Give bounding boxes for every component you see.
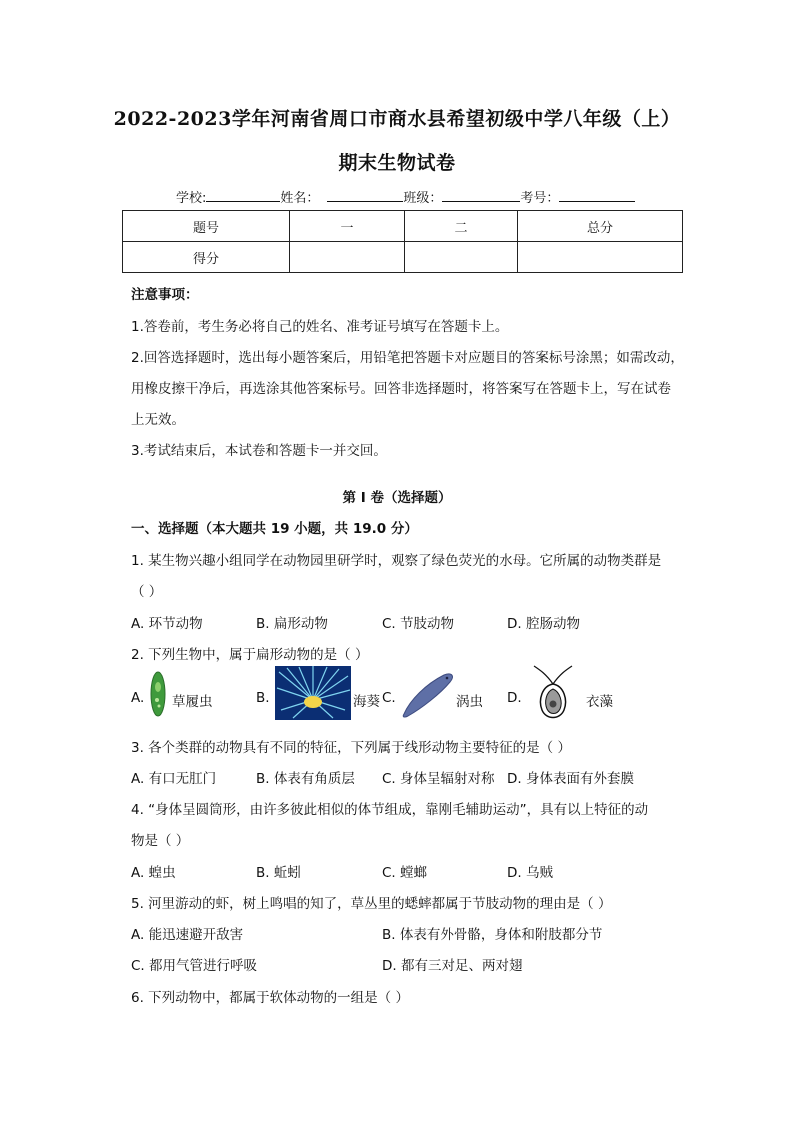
q4-option-d: D. 乌贼 xyxy=(507,865,553,881)
section-heading: 一、选择题（本大题共 19 小题，共 19.0 分） xyxy=(131,521,418,537)
question-2-text: 2. 下列生物中，属于扁形动物的是（ ） xyxy=(131,647,369,663)
q1-option-a: A. 环节动物 xyxy=(131,616,203,632)
exam-title-line1: 2022-2023学年河南省周口市商水县希望初级中学八年级（上） xyxy=(113,108,681,130)
score-header-cell: 二 xyxy=(405,211,518,242)
q1-option-b: B. 扁形动物 xyxy=(256,616,328,632)
score-cell xyxy=(405,242,518,273)
school-blank[interactable] xyxy=(206,189,280,202)
q3-option-b: B. 体表有角质层 xyxy=(256,771,355,787)
note-1: 1.答卷前，考生务必将自己的姓名、准考证号填写在答题卡上。 xyxy=(131,319,509,335)
q5-option-d: D. 都有三对足、两对翅 xyxy=(382,958,523,974)
q2-option-a-letter: A. xyxy=(131,690,145,706)
question-3-text: 3. 各个类群的动物具有不同的特征，下列属于线形动物主要特征的是（ ） xyxy=(131,740,571,756)
student-info-row xyxy=(176,187,635,206)
q5-option-c: C. 都用气管进行呼吸 xyxy=(131,958,258,974)
sea-anemone-image xyxy=(275,666,351,720)
note-2-line-2: 用橡皮擦干净后，再选涂其他答案标号。回答非选择题时，将答案写在答题卡上，写在试卷 xyxy=(131,381,671,397)
paramecium-image xyxy=(148,669,168,719)
q3-option-c: C. 身体呈辐射对称 xyxy=(382,771,495,787)
score-header-cell: 一 xyxy=(290,211,405,242)
q3-option-d: D. 身体表面有外套膜 xyxy=(507,771,634,787)
question-1-paren: （ ） xyxy=(131,584,163,600)
q4-option-a: A. 蝗虫 xyxy=(131,865,176,881)
q2-option-d-letter: D. xyxy=(507,690,522,706)
question-4-text-cont: 物是（ ） xyxy=(131,833,190,849)
question-1-text: 1. 某生物兴趣小组同学在动物园里研学时，观察了绿色荧光的水母。它所属的动物类群是 xyxy=(131,553,662,569)
note-3: 3.考试结束后，本试卷和答题卡一并交回。 xyxy=(131,443,387,459)
notes-title: 注意事项： xyxy=(131,287,199,303)
q3-option-a: A. 有口无肛门 xyxy=(131,771,217,787)
planarian-image xyxy=(400,670,456,718)
q2-option-a-text: 草履虫 xyxy=(172,694,213,710)
exam-number-blank[interactable] xyxy=(559,189,635,202)
score-table-header-row xyxy=(123,211,683,242)
exam-number-label: 考号： xyxy=(520,191,560,206)
q1-option-d: D. 腔肠动物 xyxy=(507,616,580,632)
exam-title-line2: 期末生物试卷 xyxy=(338,152,456,174)
score-table-score-row xyxy=(123,242,683,273)
q2-option-d-text: 衣藻 xyxy=(586,694,613,710)
q2-option-c-text: 涡虫 xyxy=(456,694,483,710)
q4-option-c: C. 螳螂 xyxy=(382,865,428,881)
name-blank[interactable] xyxy=(327,189,403,202)
class-blank[interactable] xyxy=(442,189,520,202)
q2-option-b-text: 海葵 xyxy=(353,694,380,710)
score-header-cell: 总分 xyxy=(518,211,683,242)
score-table xyxy=(122,210,683,273)
q5-option-b: B. 体表有外骨骼，身体和附肢都分节 xyxy=(382,927,603,943)
class-label: 班级： xyxy=(403,191,443,206)
score-header-cell: 题号 xyxy=(123,211,290,242)
name-label: 姓名： xyxy=(280,191,320,206)
school-label: 学校: xyxy=(176,191,207,206)
score-cell xyxy=(518,242,683,273)
score-row-label: 得分 xyxy=(123,242,290,273)
chlamydomonas-image xyxy=(528,664,578,722)
part-title: 第 I 卷（选择题） xyxy=(342,490,452,506)
note-2-line-3: 上无效。 xyxy=(131,412,185,428)
question-4-text: 4. “身体呈圆筒形，由许多彼此相似的体节组成，靠刚毛辅助运动”，具有以上特征的动 xyxy=(131,802,649,818)
question-6-text: 6. 下列动物中，都属于软体动物的一组是（ ） xyxy=(131,990,409,1006)
q2-option-c-letter: C. xyxy=(382,690,396,706)
score-cell xyxy=(290,242,405,273)
q5-option-a: A. 能迅速避开敌害 xyxy=(131,927,244,943)
q2-option-b-letter: B. xyxy=(256,690,270,706)
note-2-line-1: 2.回答选择题时，选出每小题答案后，用铅笔把答题卡对应题目的答案标号涂黑；如需改动， xyxy=(131,350,684,366)
q4-option-b: B. 蚯蚓 xyxy=(256,865,301,881)
q1-option-c: C. 节肢动物 xyxy=(382,616,455,632)
question-5-text: 5. 河里游动的虾，树上鸣唱的知了，草丛里的蟋蟀都属于节肢动物的理由是（ ） xyxy=(131,896,612,912)
